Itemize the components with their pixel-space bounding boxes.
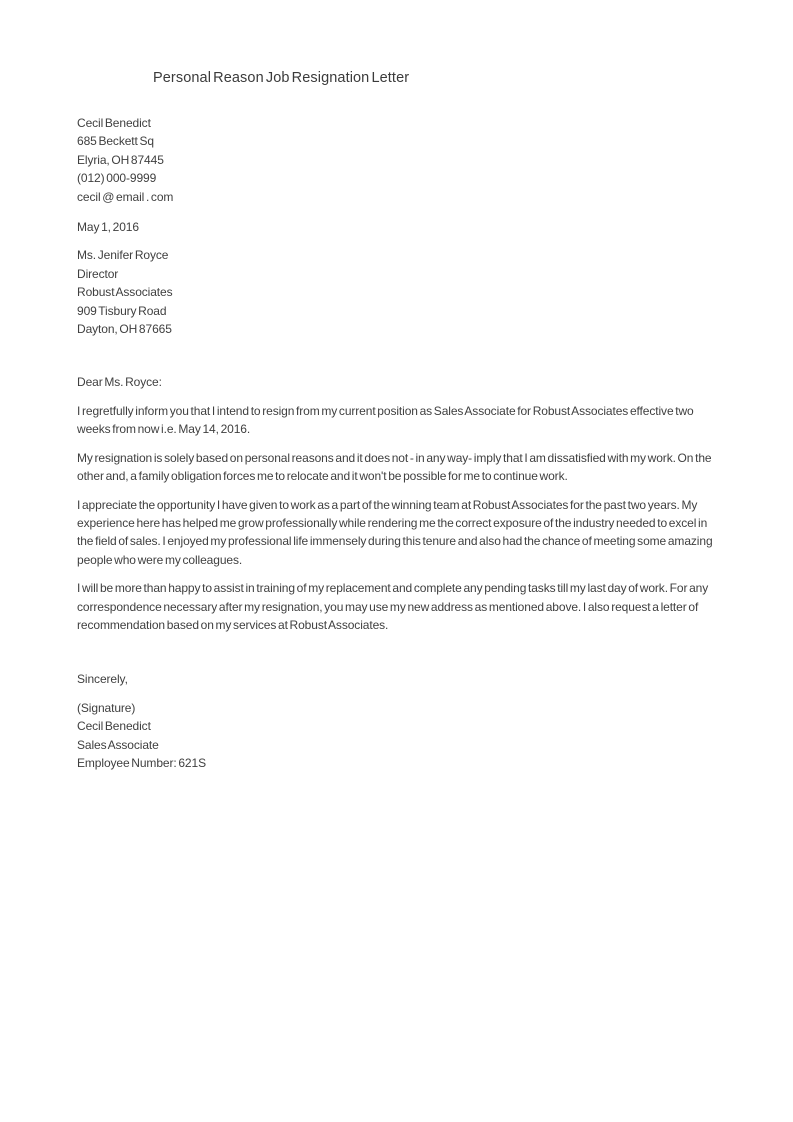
paragraph-transition: I will be more than happy to assist in training of my replacement and complete any pending tasks till my last day of work. For any correspondence necessary after my resignation, you may use my new address as mentioned above. I also request a letter of recommendation based on my services at Robust Associates. bbox=[77, 581, 709, 632]
recipient-city-state-zip: Dayton, OH 87665 bbox=[77, 322, 172, 337]
paragraph-reason: My resignation is solely based on personal reasons and it does not - in any way- imply that I am dissatisfied with my work. On the other and, a family obligation forces me to relocate and it won't be possible for me to continue work. bbox=[77, 450, 712, 484]
signature-block bbox=[77, 699, 725, 773]
sender-city-state-zip: Elyria, OH 87445 bbox=[77, 152, 164, 167]
recipient-company: Robust Associates bbox=[77, 285, 173, 300]
paragraph-appreciation: I appreciate the opportunity I have given to work as a part of the winning team at Robust Associates for the past two years. My experience here has helped me grow professionally while rendering me the correct exposure of the industry needed to excel in the field of sales. I enjoyed my professional life immensely during this tenure and also had the chance of meeting some amazing people who were my colleagues. bbox=[77, 497, 713, 567]
sender-address-block bbox=[77, 114, 725, 206]
sender-name: Cecil Benedict bbox=[77, 116, 151, 130]
sender-email: cecil @ email . com bbox=[77, 189, 174, 204]
signature-employee-number: Employee Number: 621S bbox=[77, 755, 206, 770]
sender-phone: (012) 000-9999 bbox=[77, 171, 157, 186]
letter-date: May 1, 2016 bbox=[77, 220, 139, 235]
recipient-name: Ms. Jenifer Royce bbox=[77, 248, 169, 263]
closing: Sincerely, bbox=[77, 672, 128, 687]
signature-placeholder: (Signature) bbox=[77, 700, 136, 715]
recipient-title: Director bbox=[77, 266, 119, 281]
letter-title: Personal Reason Job Resignation Letter bbox=[153, 70, 410, 86]
signature-name: Cecil Benedict bbox=[77, 719, 151, 734]
recipient-street: 909 Tisbury Road bbox=[77, 303, 167, 318]
resignation-letter bbox=[77, 68, 725, 772]
sender-street: 685 Beckett Sq bbox=[77, 134, 154, 149]
recipient-address-block bbox=[77, 246, 725, 338]
paragraph-intent-to-resign: I regretfully inform you that I intend to resign from my current position as Sales Associate for Robust Associates effective two weeks from now i.e. May 14, 2016. bbox=[77, 403, 694, 437]
salutation: Dear Ms. Royce: bbox=[77, 375, 162, 390]
signature-job-title: Sales Associate bbox=[77, 737, 159, 752]
